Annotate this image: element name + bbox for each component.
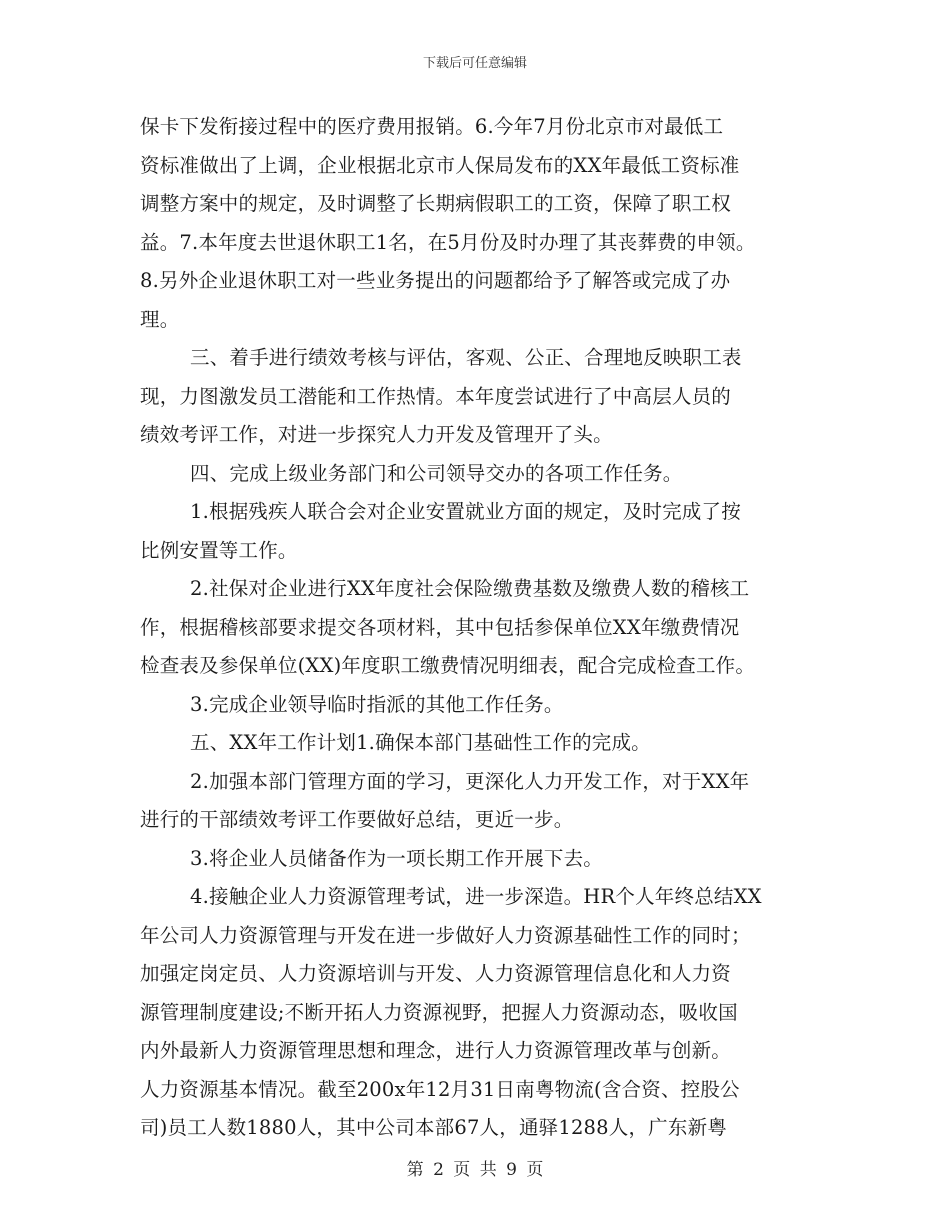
text-line: 源管理制度建设;不断开拓人力资源视野，把握人力资源动态，吸收国: [140, 1000, 738, 1024]
text-line: 调整方案中的规定，及时调整了长期病假职工的工资，保障了职工权: [140, 192, 732, 215]
text-line: 益。7.本年度去世退休职工1名，在5月份及时办理了其丧葬费的申领。: [140, 230, 756, 254]
text-line: 2.社保对企业进行XX年度社会保险缴费基数及缴费人数的稽核工: [190, 577, 750, 600]
text-line: 加强定岗定员、人力资源培训与开发、人力资源管理信息化和人力资: [140, 962, 732, 985]
text-line: 人力资源基本情况。截至200x年12月31日南粤物流(含合资、控股公: [140, 1077, 740, 1101]
text-line: 8.另外企业退休职工对一些业务提出的问题都给予了解答或完成了办: [140, 269, 731, 292]
text-line: 3.完成企业领导临时指派的其他工作任务。: [190, 692, 564, 716]
page-number: 第 2 页 共 9 页: [406, 1160, 544, 1180]
text-line: 作，根据稽核部要求提交各项材料，其中包括参保单位XX年缴费情况: [140, 615, 740, 639]
text-line: 理。: [140, 307, 180, 331]
text-line: 内外最新人力资源管理思想和理念，进行人力资源管理改革与创新。: [140, 1039, 732, 1062]
text-line: 司)员工人数1880人，其中公司本部67人，通驿1288人，广东新粤: [140, 1116, 727, 1139]
document-body: [140, 108, 815, 1148]
page-header: 下载后可任意编辑: [422, 56, 527, 71]
text-line: 四、完成上级业务部门和公司领导交办的各项工作任务。: [190, 461, 683, 485]
text-line: 年公司人力资源管理与开发在进一步做好人力资源基础性工作的同时；: [140, 923, 751, 947]
text-line: 2.加强本部门管理方面的学习，更深化人力开发工作，对于XX年: [190, 769, 750, 793]
text-line: 绩效考评工作，对进一步探究人力开发及管理开了头。: [140, 423, 613, 446]
text-line: 比例安置等工作。: [140, 538, 298, 562]
text-line: 三、着手进行绩效考核与评估，客观、公正、合理地反映职工表: [190, 346, 742, 369]
text-line: 现，力图激发员工潜能和工作热情。本年度尝试进行了中高层人员的: [140, 384, 732, 408]
text-line: 进行的干部绩效考评工作要做好总结，更近一步。: [140, 808, 574, 831]
text-line: 检查表及参保单位(XX)年度职工缴费情况明细表，配合完成检查工作。: [140, 654, 756, 677]
text-line: 保卡下发衔接过程中的医疗费用报销。6.今年7月份北京市对最低工: [140, 115, 724, 138]
text-line: 资标准做出了上调，企业根据北京市人保局发布的XX年最低工资标准: [140, 153, 740, 177]
text-line: 1.根据残疾人联合会对企业安置就业方面的规定，及时完成了按: [190, 500, 741, 523]
text-line: 五、XX年工作计划1.确保本部门基础性工作的完成。: [190, 731, 651, 754]
text-line: 4.接触企业人力资源管理考试，进一步深造。HR个人年终总结XX: [190, 885, 762, 908]
text-line: 3.将企业人员储备作为一项长期工作开展下去。: [190, 846, 604, 870]
